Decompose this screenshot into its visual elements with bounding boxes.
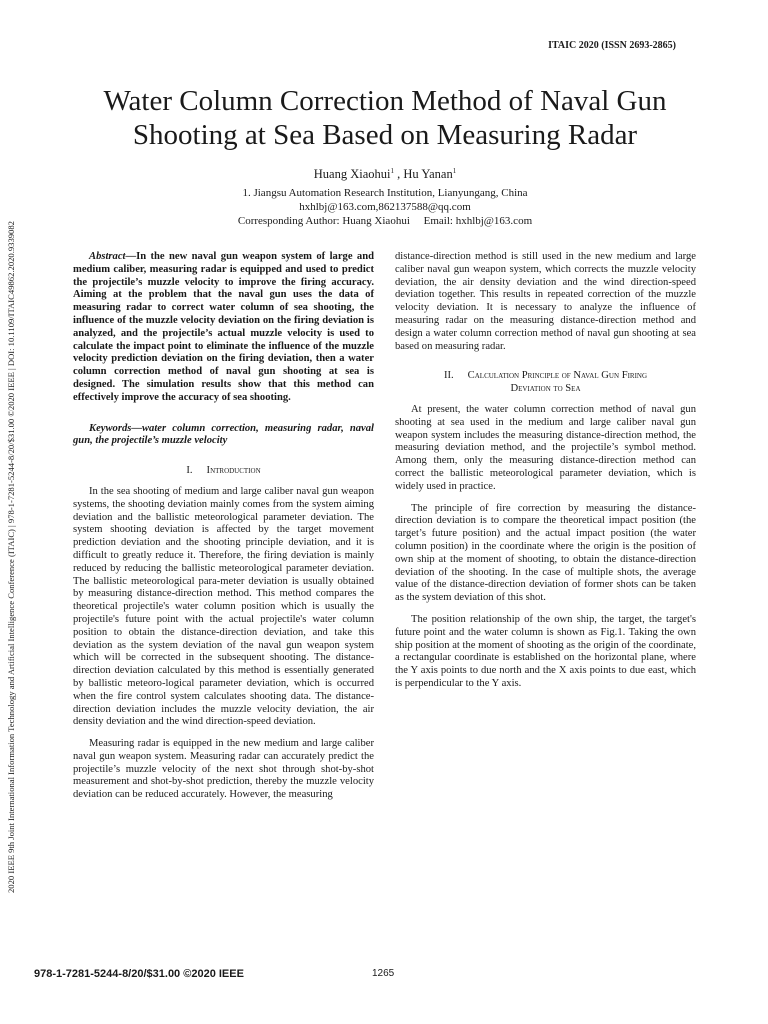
author-separator: , bbox=[394, 167, 404, 182]
affiliation-mark: 1 bbox=[452, 167, 457, 175]
right-column bbox=[395, 251, 696, 691]
conference-header: ITAIC 2020 (ISSN 2693-2865) bbox=[548, 40, 676, 51]
paragraph: In the sea shooting of medium and large caliber naval gun weapon systems, the shooting deviation mainly comes from the system aiming deviation and the ballistic meteorological parameter deviation. The system shooting deviation is affected by the target movement prediction deviation and the shooting principle deviation, and it is difficult to greatly reduce it. Therefore, the firing deviation is mainly reduced by reducing the ballistic meteorological parameter deviation. The ballistic meteorological para-meter deviation is usually obtained by measuring distance-direction method. This method compares the theoretical projectile's water column position which is usually the projectile's future point with the actual projectile's water column position to obtain the distance-direction deviation, and take this deviation as the system deviation of the naval gun weapon system which will be corrected in the subsequent shooting. The distance-direction deviation calculated by this method is essentially generated by ballistic meteoro-logical parameter deviation, which is occurred when the fire control system calculates shooting data. The distance-direction deviation includes the muzzle velocity deviation, the air density deviation and the wind direction-speed deviation. bbox=[73, 485, 374, 728]
author-name: Huang Xiaohui bbox=[313, 167, 391, 182]
section-title: Calculation Principle of Naval Gun Firing bbox=[467, 370, 648, 382]
footer-isbn: 978-1-7281-5244-8/20/$31.00 ©2020 IEEE bbox=[34, 968, 244, 980]
abstract bbox=[73, 251, 374, 405]
section-number: II. bbox=[443, 370, 454, 382]
paper-title: Water Column Correction Method of Naval Gun Shooting at Sea Based on Measuring Radar bbox=[103, 85, 667, 151]
ieee-side-strip: 2020 IEEE 9th Joint International Information Technology and Artificial Intelligence Conference (ITAIC) | 978-1-7281-5244-8/20/$31.00 ©2020 IEEE | DOI: 10.1109/ITAIC49862.2020.9339082 bbox=[6, 221, 16, 893]
section-heading bbox=[73, 465, 374, 478]
paragraph: distance-direction method is still used in the new medium and large caliber naval gun weapon system, which corrects the muzzle velocity deviation, the air density deviation and the wind direction-speed deviation together. This results in repeated correction of the muzzle velocity deviation. It is necessary to analyze the influence of measuring radar on the measuring distance-direction method and design a water column correction method of naval gun shooting at sea based on measuring radar. bbox=[395, 251, 696, 352]
left-column bbox=[73, 251, 374, 802]
affiliation-block bbox=[70, 186, 700, 228]
author-name: Hu Yanan bbox=[403, 167, 453, 182]
affiliation-mark: 1 bbox=[390, 167, 395, 175]
keywords: Keywords—water column correction, measuring radar, naval gun, the projectile’s muzzle velocity bbox=[73, 422, 374, 447]
paragraph: The position relationship of the own ship, the target, the target's future point and the water column is shown as Fig.1. Taking the own ship position at the moment of shooting as the origin of the coordinate, a rectangular coordinate is established on the horizontal plane, where the Y axis points to due north and the X axis points to due east, which is perpendicular to the Y axis. bbox=[395, 613, 696, 689]
abstract-text: —In the new naval gun weapon system of large and medium caliber, measuring radar is equipped and used to predict the projectile’s muzzle velocity to improve the firing accuracy. Aiming at the problem that the naval gun uses the data of measuring radar to correct water column of sea shooting, the influence of the muzzle velocity deviation on the firing deviation is analyzed, and the projectile’s actual muzzle velocity is used to calculate the impact point to eliminate the influence of the muzzle velocity prediction deviation on the firing deviation, then a water column correction method of naval gun shooting at sea is designed. The simulation results show that this method can effectively improve the accuracy of sea shooting. bbox=[73, 251, 374, 403]
author-line bbox=[70, 167, 700, 182]
affiliation-emails: hxhlbj@163.com,862137588@qq.com bbox=[299, 201, 471, 213]
paragraph: Measuring radar is equipped in the new medium and large caliber naval gun weapon system. Measuring radar can accurately predict the projectile’s muzzle velocity of the next shot through shot-by-shot measurement and shot-by-shot prediction, thereby the muzzle velocity deviation can be reduced accurately. However, the measuring bbox=[73, 738, 374, 801]
abstract-label: Abstract bbox=[89, 251, 126, 262]
paragraph: At present, the water column correction method of naval gun shooting at sea used in the medium and large caliber naval gun weapon system includes the measuring distance-direction method, the measuring deviation method, and the projectile’s symbol method. Among them, only the measuring distance-direction method can correct the ballistic meteorological parameter deviation, which is widely used in practice. bbox=[395, 403, 696, 492]
section-title-cont: Deviation to Sea bbox=[510, 383, 581, 395]
affiliation-institution: 1. Jiangsu Automation Research Institution, Lianyungang, China bbox=[242, 187, 528, 199]
paragraph: The principle of fire correction by measuring the distance-direction deviation is to compare the theoretical impact position (the target’s future position) and the actual impact position (the water column position) in the coordinate where the origin is the position of own ship at the moment of shooting, to obtain the distance-direction deviation of the shooting. In the case of multiple shots, the average value of the distance-direction deviation of former shots can be taken as the system deviation of this shot. bbox=[395, 502, 696, 604]
corresponding-author: Corresponding Author: Huang Xiaohui Email: hxhlbj@163.com bbox=[237, 215, 533, 227]
page-number: 1265 bbox=[372, 968, 395, 979]
section-title: Introduction bbox=[206, 465, 261, 477]
section-heading bbox=[395, 370, 696, 396]
section-number: I. bbox=[186, 465, 193, 477]
